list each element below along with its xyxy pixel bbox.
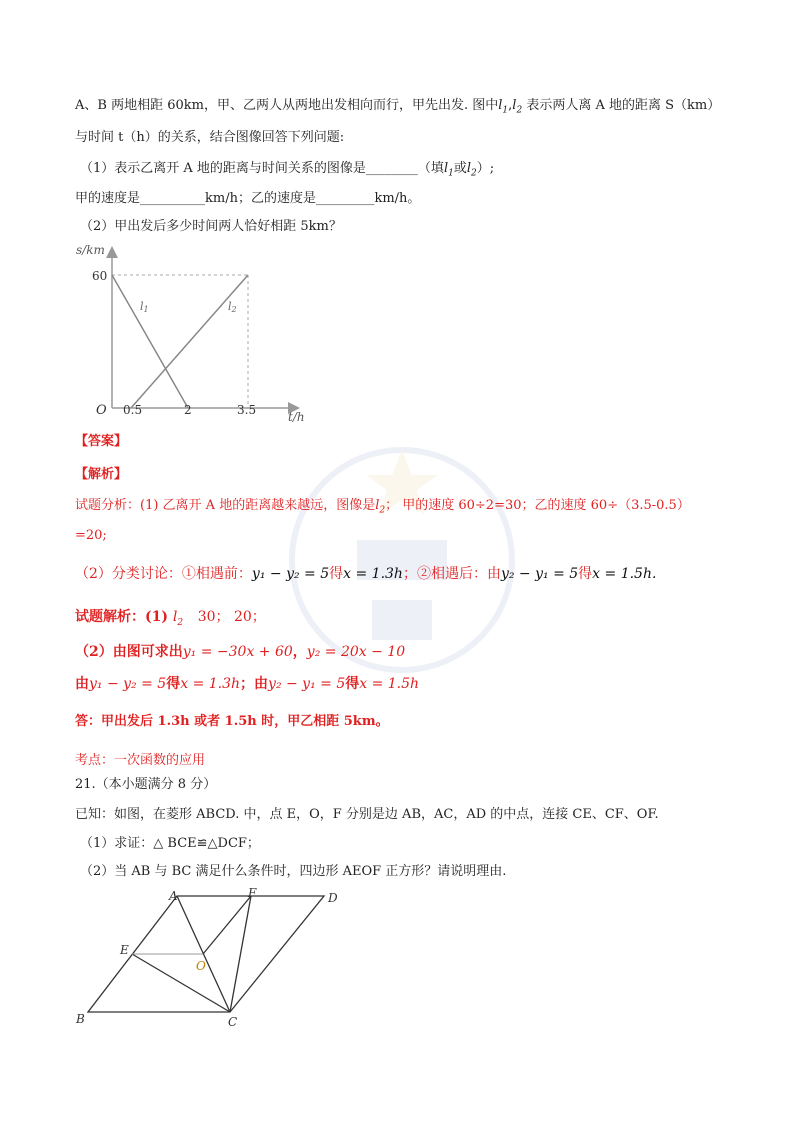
analysis-header: 【解析】 [75, 467, 128, 482]
topic-note: 考点：一次函数的应用 [75, 753, 206, 768]
label-B: B [76, 1012, 85, 1026]
label-F: F [248, 888, 257, 900]
problem21-title: 21.（本小题满分 8 分） [75, 777, 217, 792]
y-axis-label: s/km [76, 243, 105, 257]
line-l1 [112, 275, 188, 408]
detail-line1: 试题解析：(1) $l_2$ 30； 20； [75, 609, 266, 628]
segment-of [203, 896, 251, 954]
label-E: E [120, 943, 129, 957]
label-A: A [169, 889, 178, 903]
intro-text: A、B 两地相距 60km，甲、乙两人从两地出发相向而行，甲先出发. 图中 [75, 98, 499, 113]
answer-header: 【答案】 [75, 434, 128, 449]
analysis-line3: （2）分类讨论：①相遇前：y₁ − y₂ = 5得x = 1.3h；②相遇后：由y₂ − y₁ = 5得x = 1.5h. [75, 566, 657, 582]
problem20-question2: （2）甲出发后多少时间两人恰好相距 5km？ [80, 219, 342, 234]
y-tick-60: 60 [92, 269, 108, 283]
problem20-question1: （1）表示乙离开 A 地的距离与时间关系的图像是________（填$l_1$或$l_2$）; [80, 161, 495, 179]
label-D: D [328, 891, 338, 905]
label-C: C [228, 1015, 238, 1029]
rhombus-figure [70, 888, 360, 1033]
analysis-line1: 试题分析：(1) 乙离开 A 地的距离越来越远，图像是$l_2$； 甲的速度 60÷2=30；乙的速度 60÷（3.5-0.5） [75, 498, 690, 516]
detail-line2: （2）由图可求出y₁ = −30x + 60，y₂ = 20x − 10 [75, 644, 406, 660]
line-l2 [131, 275, 248, 408]
symbol-l1: $l_1$ [443, 161, 454, 179]
problem21-question1: （1）求证：△ BCE≌△DCF； [80, 836, 260, 851]
intro-text-2: 表示两人离 A 地的距离 S（km） [526, 98, 721, 113]
x-tick-2: 2 [184, 403, 192, 417]
segment-cf [230, 896, 251, 1012]
problem21-given: 已知：如图，在菱形 ABCD. 中，点 E，O，F 分别是边 AB，AC，AD 的中点，连接 CE、CF、OF. [75, 807, 659, 822]
x-tick-3.5: 3.5 [237, 403, 257, 417]
x-tick-0.5: 0.5 [123, 403, 143, 417]
problem20-question1-speed: 甲的速度是__________km/h；乙的速度是_________km/h。 [75, 191, 421, 206]
problem21-question2: （2）当 AB 与 BC 满足什么条件时，四边形 AEOF 正方形？请说明理由. [80, 864, 507, 879]
symbol-l2: $l_2$ [172, 609, 184, 628]
segment-ce [132, 954, 230, 1012]
x-axis-label: t/h [288, 410, 305, 424]
symbol-l2: $l_2$ [375, 498, 386, 516]
symbol-l1: $l_1$ [498, 98, 509, 116]
symbol-l2: $l_2$ [466, 161, 477, 179]
final-answer: 答：甲出发后 1.3h 或者 1.5h 时，甲乙相距 5km。 [75, 714, 389, 729]
line-l1-label: l1 [140, 300, 149, 314]
detail-line3: 由y₁ − y₂ = 5得x = 1.3h；由y₂ − y₁ = 5得x = 1.5h [75, 676, 420, 692]
problem20-intro-line1: A、B 两地相距 60km，甲、乙两人从两地出发相向而行，甲先出发. 图中$l_1,l_2$ 表示两人离 A 地的距离 S（km） [75, 98, 721, 116]
line-l2-label: l2 [228, 300, 237, 314]
origin-label: O [96, 403, 107, 418]
label-O: O [196, 959, 206, 973]
symbol-l2: $l_2$ [512, 98, 523, 116]
analysis-line2: =20; [75, 528, 107, 543]
distance-time-graph [72, 240, 312, 425]
problem20-intro-line2: 与时间 t（h）的关系，结合图像回答下列问题: [75, 130, 345, 145]
